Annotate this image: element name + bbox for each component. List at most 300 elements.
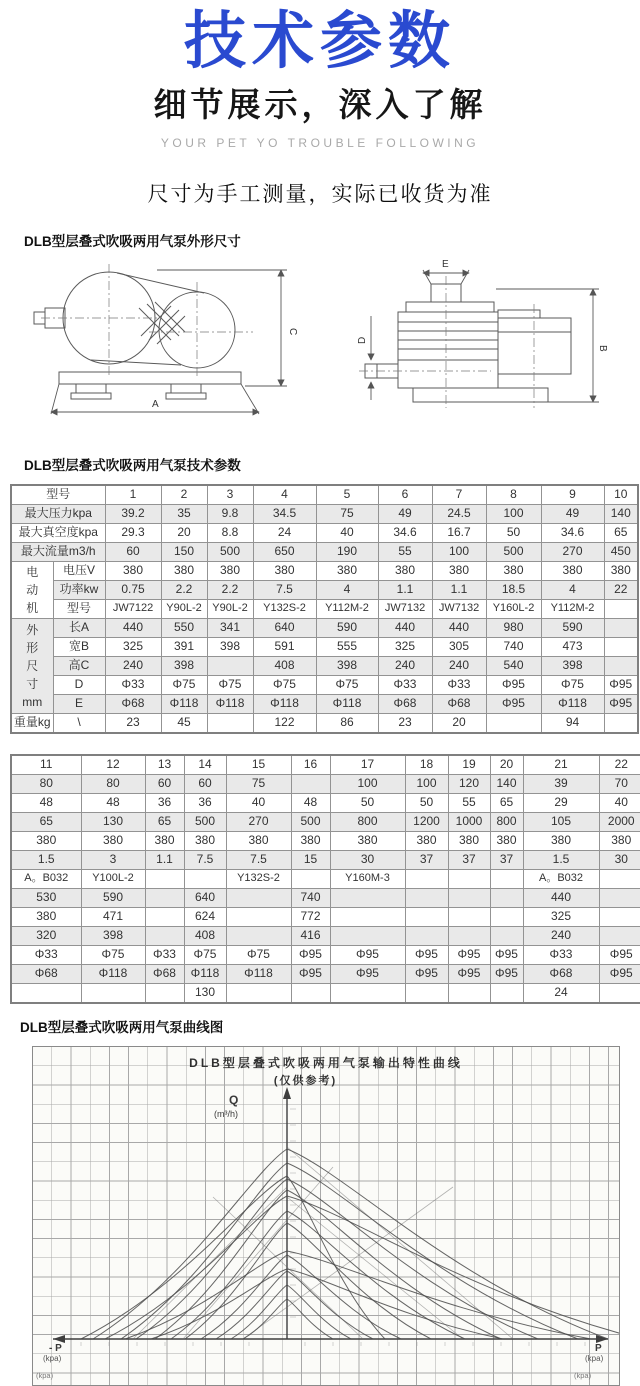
value-cell: 34.5 bbox=[253, 504, 316, 523]
value-cell: 49 bbox=[378, 504, 432, 523]
value-cell: 2000 bbox=[599, 812, 640, 831]
value-cell bbox=[226, 983, 291, 1003]
row-group-label: 外 形 尺 寸 mm bbox=[11, 618, 53, 713]
value-cell bbox=[291, 774, 330, 793]
value-cell bbox=[207, 656, 253, 675]
header bbox=[0, 6, 640, 208]
column-header: 15 bbox=[226, 755, 291, 775]
value-cell bbox=[145, 869, 184, 888]
value-cell: 60 bbox=[184, 774, 226, 793]
value-cell: Φ95 bbox=[330, 964, 405, 983]
value-cell: 55 bbox=[378, 542, 432, 561]
value-cell: 800 bbox=[490, 812, 523, 831]
value-cell: 270 bbox=[226, 812, 291, 831]
value-cell: 7.5 bbox=[226, 850, 291, 869]
value-cell: 500 bbox=[291, 812, 330, 831]
column-header: 13 bbox=[145, 755, 184, 775]
value-cell: Y160L-2 bbox=[486, 599, 541, 618]
value-cell: 380 bbox=[378, 561, 432, 580]
value-cell: 380 bbox=[226, 831, 291, 850]
table-row bbox=[11, 599, 638, 618]
x-axis-right-label: P bbox=[595, 1342, 602, 1354]
value-cell: 94 bbox=[541, 713, 604, 733]
row-label: 重量kg bbox=[11, 713, 53, 733]
value-cell: 70 bbox=[599, 774, 640, 793]
column-header: 5 bbox=[316, 485, 378, 505]
value-cell: Φ95 bbox=[486, 675, 541, 694]
value-cell: 408 bbox=[184, 926, 226, 945]
value-cell bbox=[599, 907, 640, 926]
value-cell: 772 bbox=[291, 907, 330, 926]
value-cell: 325 bbox=[523, 907, 599, 926]
value-cell: 7.5 bbox=[184, 850, 226, 869]
value-cell: 15 bbox=[291, 850, 330, 869]
section-title-dimensions: DLB型层叠式吹吸两用气泵外形尺寸 bbox=[24, 233, 241, 249]
table-row bbox=[11, 713, 638, 733]
value-cell: 50 bbox=[405, 793, 448, 812]
value-cell: 555 bbox=[316, 637, 378, 656]
value-cell: 39 bbox=[523, 774, 599, 793]
value-cell: 24 bbox=[523, 983, 599, 1003]
value-cell: 240 bbox=[523, 926, 599, 945]
value-cell: 60 bbox=[145, 774, 184, 793]
value-cell: 380 bbox=[253, 561, 316, 580]
column-header: 4 bbox=[253, 485, 316, 505]
value-cell: 740 bbox=[486, 637, 541, 656]
column-header: 19 bbox=[448, 755, 490, 775]
value-cell: 398 bbox=[316, 656, 378, 675]
value-cell: 640 bbox=[184, 888, 226, 907]
column-header: 11 bbox=[11, 755, 81, 775]
value-cell bbox=[448, 926, 490, 945]
column-header: 3 bbox=[207, 485, 253, 505]
value-cell: 40 bbox=[316, 523, 378, 542]
value-cell: Φ33 bbox=[145, 945, 184, 964]
value-cell: Φ75 bbox=[207, 675, 253, 694]
value-cell: 37 bbox=[448, 850, 490, 869]
value-cell: JW7132 bbox=[378, 599, 432, 618]
value-cell bbox=[490, 926, 523, 945]
value-cell: Φ95 bbox=[405, 964, 448, 983]
value-cell: 48 bbox=[81, 793, 145, 812]
value-cell: 380 bbox=[11, 831, 81, 850]
corner-unit-right: (kpa) bbox=[574, 1370, 592, 1380]
value-cell bbox=[490, 869, 523, 888]
value-cell bbox=[599, 888, 640, 907]
value-cell: 650 bbox=[253, 542, 316, 561]
parameter-table-1-wrap bbox=[10, 484, 633, 734]
value-cell bbox=[330, 907, 405, 926]
value-cell: 100 bbox=[405, 774, 448, 793]
table-row bbox=[11, 561, 638, 580]
value-cell: 140 bbox=[604, 504, 638, 523]
value-cell: 50 bbox=[330, 793, 405, 812]
value-cell bbox=[599, 926, 640, 945]
row-label: 最大真空度kpa bbox=[11, 523, 105, 542]
dim-label-c: C bbox=[287, 327, 298, 335]
value-cell: 1000 bbox=[448, 812, 490, 831]
table-row bbox=[11, 793, 640, 812]
value-cell: 48 bbox=[11, 793, 81, 812]
value-cell: 20 bbox=[161, 523, 207, 542]
value-cell: Φ118 bbox=[316, 694, 378, 713]
value-cell bbox=[330, 926, 405, 945]
value-cell: 24 bbox=[253, 523, 316, 542]
chart-title: DLB型层叠式吹吸两用气泵输出特性曲线 bbox=[189, 1055, 463, 1070]
value-cell: 4 bbox=[316, 580, 378, 599]
value-cell: Φ95 bbox=[405, 945, 448, 964]
value-cell bbox=[490, 888, 523, 907]
value-cell: 325 bbox=[378, 637, 432, 656]
row-label: 型号 bbox=[53, 599, 105, 618]
value-cell: 640 bbox=[253, 618, 316, 637]
value-cell: 4 bbox=[541, 580, 604, 599]
value-cell: Φ75 bbox=[541, 675, 604, 694]
value-cell: Y112M-2 bbox=[541, 599, 604, 618]
column-header: 8 bbox=[486, 485, 541, 505]
value-cell: 45 bbox=[161, 713, 207, 733]
section-title-curves: DLB型层叠式吹吸两用气泵曲线图 bbox=[20, 1019, 224, 1035]
value-cell: 20 bbox=[432, 713, 486, 733]
value-cell: Φ95 bbox=[490, 964, 523, 983]
value-cell: Φ95 bbox=[291, 945, 330, 964]
value-cell: 380 bbox=[523, 831, 599, 850]
value-cell: Φ68 bbox=[105, 694, 161, 713]
header-tagline: YOUR PET YO TROUBLE FOLLOWING bbox=[160, 135, 480, 150]
value-cell: Φ75 bbox=[161, 675, 207, 694]
value-cell bbox=[291, 869, 330, 888]
value-cell: 325 bbox=[105, 637, 161, 656]
value-cell: Y132S-2 bbox=[226, 869, 291, 888]
value-cell: 1.5 bbox=[523, 850, 599, 869]
value-cell bbox=[184, 869, 226, 888]
value-cell: Φ95 bbox=[448, 945, 490, 964]
dim-label-d: D bbox=[357, 336, 368, 344]
value-cell: Φ75 bbox=[81, 945, 145, 964]
value-cell: 380 bbox=[490, 831, 523, 850]
value-cell: 3 bbox=[81, 850, 145, 869]
value-cell: Φ68 bbox=[11, 964, 81, 983]
column-header: 10 bbox=[604, 485, 638, 505]
dim-label-a: A bbox=[152, 398, 159, 410]
value-cell: 36 bbox=[145, 793, 184, 812]
column-header: 22 bbox=[599, 755, 640, 775]
column-header: 型号 bbox=[11, 485, 105, 505]
value-cell: 398 bbox=[207, 637, 253, 656]
value-cell: 320 bbox=[11, 926, 81, 945]
column-header: 20 bbox=[490, 755, 523, 775]
value-cell: 380 bbox=[207, 561, 253, 580]
value-cell: 130 bbox=[81, 812, 145, 831]
value-cell: Φ33 bbox=[523, 945, 599, 964]
value-cell bbox=[226, 926, 291, 945]
value-cell bbox=[405, 869, 448, 888]
value-cell: Φ95 bbox=[604, 675, 638, 694]
value-cell bbox=[599, 983, 640, 1003]
value-cell: 55 bbox=[448, 793, 490, 812]
y-axis-unit: (m³/h) bbox=[214, 1108, 238, 1119]
value-cell: 80 bbox=[11, 774, 81, 793]
chart-subtitle: (仅供参考) bbox=[273, 1074, 338, 1087]
value-cell: 122 bbox=[253, 713, 316, 733]
value-cell: Y132S-2 bbox=[253, 599, 316, 618]
column-header: 1 bbox=[105, 485, 161, 505]
value-cell: 380 bbox=[145, 831, 184, 850]
value-cell: 440 bbox=[432, 618, 486, 637]
value-cell: 380 bbox=[486, 561, 541, 580]
value-cell: 591 bbox=[253, 637, 316, 656]
value-cell bbox=[486, 713, 541, 733]
dim-label-b: B bbox=[597, 344, 608, 352]
value-cell: 380 bbox=[105, 561, 161, 580]
column-header: 7 bbox=[432, 485, 486, 505]
corner-unit-left: (kpa) bbox=[36, 1370, 54, 1380]
value-cell bbox=[604, 618, 638, 637]
value-cell: 398 bbox=[81, 926, 145, 945]
value-cell bbox=[145, 983, 184, 1003]
curve-canvas bbox=[33, 1047, 619, 1385]
value-cell: Y160M-3 bbox=[330, 869, 405, 888]
value-cell bbox=[226, 907, 291, 926]
column-header: 12 bbox=[81, 755, 145, 775]
value-cell: 100 bbox=[432, 542, 486, 561]
value-cell: 540 bbox=[486, 656, 541, 675]
table-row bbox=[11, 580, 638, 599]
value-cell: 500 bbox=[486, 542, 541, 561]
value-cell: 2.2 bbox=[207, 580, 253, 599]
x-axis-left-unit: (kpa) bbox=[43, 1353, 62, 1363]
value-cell: 8.8 bbox=[207, 523, 253, 542]
value-cell: 23 bbox=[105, 713, 161, 733]
value-cell: 473 bbox=[541, 637, 604, 656]
value-cell: 60 bbox=[105, 542, 161, 561]
value-cell: 800 bbox=[330, 812, 405, 831]
value-cell: 240 bbox=[432, 656, 486, 675]
value-cell: 380 bbox=[330, 831, 405, 850]
table-row bbox=[11, 945, 640, 964]
value-cell: 100 bbox=[486, 504, 541, 523]
value-cell bbox=[145, 926, 184, 945]
row-label: E bbox=[53, 694, 105, 713]
value-cell: 75 bbox=[316, 504, 378, 523]
value-cell: Φ95 bbox=[490, 945, 523, 964]
value-cell: Φ68 bbox=[432, 694, 486, 713]
value-cell: 590 bbox=[316, 618, 378, 637]
value-cell: 240 bbox=[105, 656, 161, 675]
value-cell: 624 bbox=[184, 907, 226, 926]
value-cell bbox=[604, 713, 638, 733]
value-cell: 29 bbox=[523, 793, 599, 812]
value-cell: Φ118 bbox=[184, 964, 226, 983]
value-cell: 440 bbox=[523, 888, 599, 907]
value-cell bbox=[490, 983, 523, 1003]
value-cell bbox=[330, 983, 405, 1003]
table-row bbox=[11, 831, 640, 850]
table-row bbox=[11, 964, 640, 983]
value-cell: 18.5 bbox=[486, 580, 541, 599]
value-cell bbox=[448, 907, 490, 926]
value-cell: Φ118 bbox=[253, 694, 316, 713]
page-title: 技术参数 bbox=[183, 7, 456, 76]
value-cell: 550 bbox=[161, 618, 207, 637]
value-cell: 34.6 bbox=[541, 523, 604, 542]
value-cell: A。B032 bbox=[11, 869, 81, 888]
value-cell: Φ95 bbox=[448, 964, 490, 983]
value-cell: 380 bbox=[81, 831, 145, 850]
table-row bbox=[11, 656, 638, 675]
value-cell: Φ68 bbox=[145, 964, 184, 983]
value-cell bbox=[145, 888, 184, 907]
value-cell: 740 bbox=[291, 888, 330, 907]
value-cell: 380 bbox=[316, 561, 378, 580]
row-label: 功率kw bbox=[53, 580, 105, 599]
value-cell: A。B032 bbox=[523, 869, 599, 888]
value-cell: 0.75 bbox=[105, 580, 161, 599]
x-axis-left-label: - P bbox=[49, 1342, 62, 1354]
value-cell: Φ68 bbox=[523, 964, 599, 983]
value-cell: 380 bbox=[541, 561, 604, 580]
value-cell: Φ118 bbox=[541, 694, 604, 713]
table-row bbox=[11, 888, 640, 907]
value-cell: Φ95 bbox=[486, 694, 541, 713]
row-label: 最大压力kpa bbox=[11, 504, 105, 523]
column-header: 6 bbox=[378, 485, 432, 505]
x-axis-right-unit: (kpa) bbox=[585, 1353, 604, 1363]
value-cell: 37 bbox=[405, 850, 448, 869]
value-cell: Φ33 bbox=[105, 675, 161, 694]
value-cell: 530 bbox=[11, 888, 81, 907]
table-row bbox=[11, 812, 640, 831]
value-cell: Φ75 bbox=[253, 675, 316, 694]
value-cell: 2.2 bbox=[161, 580, 207, 599]
table-row bbox=[11, 983, 640, 1003]
value-cell: 16.7 bbox=[432, 523, 486, 542]
value-cell: 49 bbox=[541, 504, 604, 523]
value-cell: 380 bbox=[161, 561, 207, 580]
value-cell: 1.1 bbox=[145, 850, 184, 869]
value-cell bbox=[599, 869, 640, 888]
value-cell: 35 bbox=[161, 504, 207, 523]
y-axis-label: Q bbox=[229, 1092, 239, 1107]
value-cell: 140 bbox=[490, 774, 523, 793]
column-header: 14 bbox=[184, 755, 226, 775]
value-cell: 380 bbox=[432, 561, 486, 580]
value-cell: 86 bbox=[316, 713, 378, 733]
value-cell: 48 bbox=[291, 793, 330, 812]
value-cell: Φ95 bbox=[604, 694, 638, 713]
row-label: 电压V bbox=[53, 561, 105, 580]
value-cell: 980 bbox=[486, 618, 541, 637]
value-cell bbox=[448, 888, 490, 907]
row-label: 宽B bbox=[53, 637, 105, 656]
dimension-drawings bbox=[10, 256, 630, 424]
table-row bbox=[11, 542, 638, 561]
value-cell: 270 bbox=[541, 542, 604, 561]
value-cell: Φ33 bbox=[378, 675, 432, 694]
value-cell bbox=[405, 907, 448, 926]
value-cell bbox=[604, 656, 638, 675]
table-row bbox=[11, 618, 638, 637]
value-cell: Y90L-2 bbox=[207, 599, 253, 618]
pump-front-view-drawing bbox=[21, 256, 321, 424]
column-header: 21 bbox=[523, 755, 599, 775]
value-cell: 1.1 bbox=[432, 580, 486, 599]
value-cell: Φ118 bbox=[226, 964, 291, 983]
value-cell: 416 bbox=[291, 926, 330, 945]
value-cell: Φ95 bbox=[599, 964, 640, 983]
value-cell: 22 bbox=[604, 580, 638, 599]
value-cell: 65 bbox=[11, 812, 81, 831]
value-cell: 40 bbox=[599, 793, 640, 812]
value-cell: 80 bbox=[81, 774, 145, 793]
value-cell: JW7132 bbox=[432, 599, 486, 618]
value-cell: 30 bbox=[599, 850, 640, 869]
value-cell: 1200 bbox=[405, 812, 448, 831]
value-cell: Φ95 bbox=[330, 945, 405, 964]
value-cell: 100 bbox=[330, 774, 405, 793]
value-cell: Φ95 bbox=[599, 945, 640, 964]
column-header: 2 bbox=[161, 485, 207, 505]
table-row bbox=[11, 675, 638, 694]
value-cell: 380 bbox=[405, 831, 448, 850]
value-cell: Φ68 bbox=[378, 694, 432, 713]
value-cell: Φ75 bbox=[184, 945, 226, 964]
value-cell: 380 bbox=[11, 907, 81, 926]
value-cell: 380 bbox=[448, 831, 490, 850]
value-cell: 500 bbox=[184, 812, 226, 831]
value-cell: 7.5 bbox=[253, 580, 316, 599]
value-cell: 471 bbox=[81, 907, 145, 926]
value-cell: 50 bbox=[486, 523, 541, 542]
value-cell: 120 bbox=[448, 774, 490, 793]
value-cell: Φ118 bbox=[207, 694, 253, 713]
value-cell: 440 bbox=[105, 618, 161, 637]
value-cell: 1.1 bbox=[378, 580, 432, 599]
table-header-row bbox=[11, 485, 638, 505]
table-row bbox=[11, 637, 638, 656]
value-cell bbox=[81, 983, 145, 1003]
value-cell: 65 bbox=[604, 523, 638, 542]
value-cell: Φ118 bbox=[81, 964, 145, 983]
parameter-table-models-11-22 bbox=[10, 754, 640, 1004]
value-cell: 380 bbox=[604, 561, 638, 580]
value-cell: 105 bbox=[523, 812, 599, 831]
value-cell: Φ33 bbox=[432, 675, 486, 694]
value-cell bbox=[604, 637, 638, 656]
row-label: D bbox=[53, 675, 105, 694]
row-group-label: 电 动 机 bbox=[11, 561, 53, 618]
value-cell: 65 bbox=[490, 793, 523, 812]
value-cell: Y100L-2 bbox=[81, 869, 145, 888]
value-cell: 9.8 bbox=[207, 504, 253, 523]
pump-side-view-drawing bbox=[351, 256, 619, 424]
value-cell: 1.5 bbox=[11, 850, 81, 869]
value-cell bbox=[448, 983, 490, 1003]
value-cell: 29.3 bbox=[105, 523, 161, 542]
value-cell: 500 bbox=[207, 542, 253, 561]
dim-label-e: E bbox=[442, 258, 449, 270]
value-cell: Φ33 bbox=[11, 945, 81, 964]
table-row bbox=[11, 694, 638, 713]
value-cell: Φ75 bbox=[316, 675, 378, 694]
value-cell bbox=[207, 713, 253, 733]
row-label: 最大流量m3/h bbox=[11, 542, 105, 561]
value-cell bbox=[490, 907, 523, 926]
value-cell: 23 bbox=[378, 713, 432, 733]
value-cell: 65 bbox=[145, 812, 184, 831]
value-cell: 190 bbox=[316, 542, 378, 561]
table-row bbox=[11, 774, 640, 793]
